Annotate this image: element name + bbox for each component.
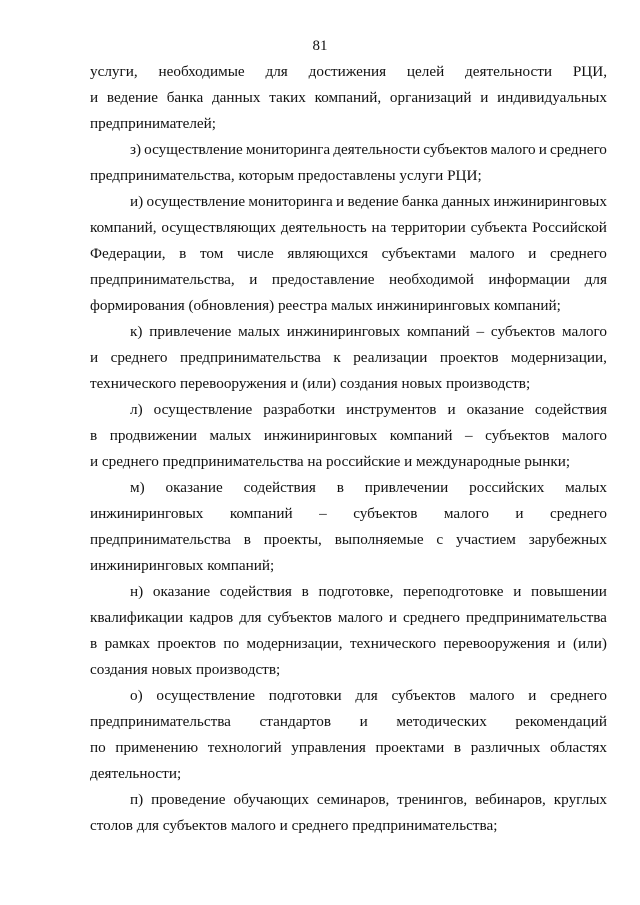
word: компаний [406,323,470,340]
word: предпринимательства, [90,271,235,288]
word: к) [130,323,143,340]
word: выполняемые [334,531,424,548]
text-line [130,478,607,498]
word: содействия [219,583,292,600]
word: субъектов [267,609,332,626]
word: областях [549,739,607,756]
word: подготовки [268,687,342,704]
text-line [130,686,607,706]
word: Федерации, [90,245,166,262]
word: кадров [189,609,234,626]
word: квалификации [90,609,184,626]
word: м) [130,479,145,496]
word: в [243,531,251,548]
word: – [476,323,485,340]
word: модернизации, [246,635,343,652]
word: субъектов [423,141,488,158]
word: рекомендаций [515,713,607,730]
word: на [371,219,387,236]
word: и [90,89,99,106]
word: являющихся [287,245,368,262]
word: подготовке, [318,583,394,600]
word: организаций [389,89,472,106]
word: и [515,505,524,522]
word: п) [130,791,144,808]
word: осуществляющих [161,219,277,236]
word: в [90,427,98,444]
word: малого [469,687,515,704]
text-line [90,62,607,82]
text-line [130,400,607,420]
word: и [90,349,99,366]
word: к [333,349,341,366]
word: и [388,609,398,626]
word: малых [209,427,252,444]
page-number: 81 [312,38,328,54]
word: рамках [104,635,150,652]
word: осуществление [156,687,255,704]
word: для [239,609,262,626]
word: деятельности [465,63,552,80]
word: осуществление [146,193,246,210]
word: малого [469,245,515,262]
word: субъектов [353,505,418,522]
word: малого [337,609,383,626]
word: модернизации, [510,349,607,366]
text-line [90,608,607,628]
word: и [480,89,489,106]
word: среднего [550,687,607,704]
word: компаний, [314,89,382,106]
word: проектов [157,635,217,652]
text-line [90,218,607,238]
word: и [557,635,566,652]
word: ведение [106,89,158,106]
word: з) [130,141,142,158]
word: в [179,245,187,262]
word: переподготовке [403,583,504,600]
word: среднего [549,141,607,158]
word: субъектов [485,427,550,444]
text-line [90,712,607,732]
word: предоставление [271,271,375,288]
text-line [90,426,607,446]
word: инжиниринговых [263,427,378,444]
word: и [528,245,537,262]
word: осуществление [144,141,243,158]
word: малого [561,427,607,444]
text-line [130,790,607,810]
word: среднего [403,609,460,626]
word: стандартов [259,713,332,730]
word: для [355,687,378,704]
word: проведение [151,791,226,808]
word: малых [238,323,280,340]
text-line [90,348,607,368]
text-line: предпринимателей; [90,115,216,132]
word: субъекта [470,219,528,236]
word: о) [130,687,143,704]
word: услуги, [90,63,138,80]
word: необходимые [158,63,245,80]
word: в [301,583,309,600]
word: круглых [553,791,607,808]
word: и [513,583,522,600]
word: – [319,505,327,522]
word: оказание [152,583,211,600]
word: реализации [353,349,428,366]
text-line [90,738,607,758]
word: продвижении [109,427,198,444]
word: данных [211,89,261,106]
word: таких [269,89,306,106]
word: предпринимательства [466,609,607,626]
word: тренингов, [397,791,468,808]
word: для [584,271,607,288]
word: и) [130,193,144,210]
text-line: деятельности; [90,765,182,782]
word: привлечении [364,479,449,496]
word: в [453,739,462,756]
text-line: инжиниринговых компаний; [90,557,275,574]
word: и [249,271,258,288]
text-line [90,88,607,108]
word: – [465,427,473,444]
word: инжиниринговых [286,323,401,340]
word: инжиниринговых [493,193,607,210]
text-line [90,504,607,524]
word: том [199,245,224,262]
word: данных [441,193,491,210]
word: Российской [532,219,607,236]
word: предпринимательства [90,713,231,730]
word: (или) [572,635,607,652]
word: компаний, [90,219,157,236]
word: российских [469,479,545,496]
word: н) [130,583,144,600]
word: и [336,193,345,210]
word: и [359,713,368,730]
word: малых [565,479,607,496]
word: технического [349,635,437,652]
word: мониторинга [245,141,331,158]
word: компаний [389,427,453,444]
word: малого [561,323,607,340]
word: инжиниринговых [90,505,204,522]
word: содействия [243,479,316,496]
word: ведение [347,193,399,210]
word: инструментов [346,401,437,418]
word: субъектов [490,323,556,340]
word: технологий [207,739,282,756]
word: содействия [534,401,607,418]
text-line [130,582,607,602]
word: по [223,635,240,652]
word: банка [401,193,439,210]
word: применению [115,739,199,756]
word: перевооружения [443,635,551,652]
word: компаний [229,505,293,522]
text-line: создания новых производств; [90,661,281,678]
word: проектов [439,349,499,366]
text-line [130,192,607,212]
word: проекты, [263,531,322,548]
text-line [90,634,607,654]
word: деятельность [280,219,367,236]
word: предпринимательства [179,349,321,366]
word: деятельности [333,141,421,158]
text-line [130,322,607,342]
word: информации [488,271,571,288]
word: оказание [466,401,524,418]
word: малого [490,141,536,158]
word: повышении [531,583,607,600]
word: числе [236,245,274,262]
word: целей [406,63,445,80]
word: необходимой [388,271,474,288]
word: привлечение [149,323,232,340]
word: семинаров, [316,791,390,808]
word: территории [391,219,466,236]
word: субъектами [381,245,456,262]
text-line: формирования (обновления) реестра малых инжиниринговых компаний; [90,297,561,314]
word: вебинаров, [475,791,546,808]
word: среднего [549,245,607,262]
text-line: технического перевооружения и (или) создания новых производств; [90,375,531,392]
word: и [528,687,537,704]
word: среднего [110,349,168,366]
word: достижения [308,63,387,80]
text-line: и среднего предпринимательства на российские и международные рынки; [90,453,571,470]
word: в [336,479,344,496]
word: зарубежных [528,531,607,548]
word: разработки [263,401,336,418]
text-line [90,530,607,550]
word: участием [456,531,516,548]
word: малого [443,505,489,522]
word: индивидуальных [497,89,607,106]
text-line: столов для субъектов малого и среднего предпринимательства; [90,817,498,834]
word: мониторинга [248,193,333,210]
text-line [90,270,607,290]
word: по [90,739,106,756]
word: с [436,531,444,548]
word: субъектов [391,687,456,704]
word: предпринимательства [90,531,231,548]
text-line [90,244,607,264]
word: методических [396,713,487,730]
word: среднего [550,505,607,522]
word: различных [470,739,541,756]
word: и [538,141,547,158]
word: осуществление [153,401,253,418]
word: проектами [375,739,445,756]
word: для [265,63,288,80]
text-line: предпринимательства, которым предоставлены услуги РЦИ; [90,167,482,184]
word: в [90,635,98,652]
word: л) [130,401,143,418]
text-line [130,140,607,160]
word: обучающих [233,791,309,808]
word: оказание [165,479,223,496]
word: и [447,401,456,418]
word: банка [166,89,204,106]
word: управления [291,739,366,756]
word: РЦИ, [572,63,607,80]
